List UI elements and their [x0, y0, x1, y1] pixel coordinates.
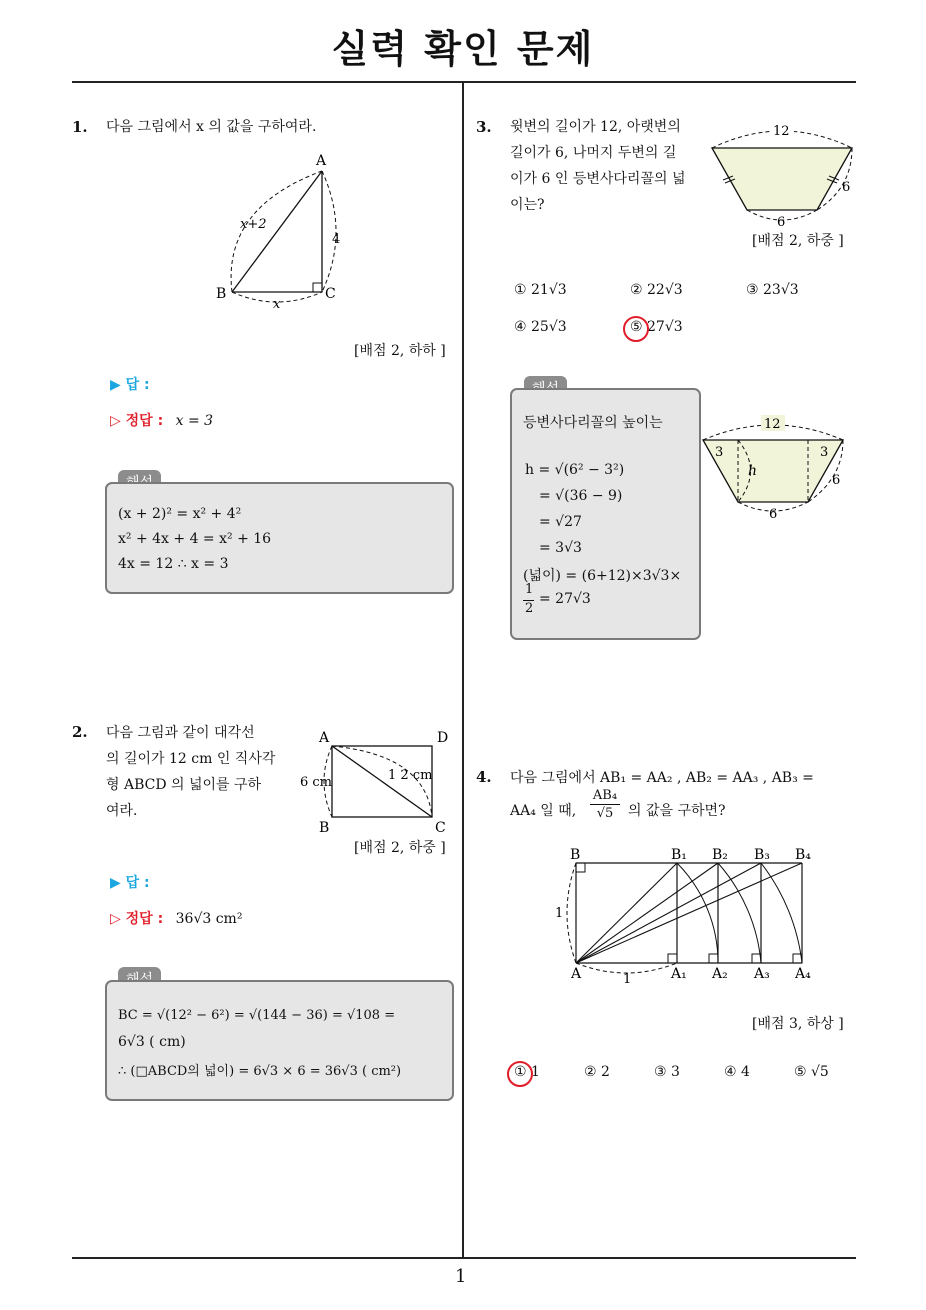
- q3-sol-label-h: h: [748, 463, 758, 479]
- q3-sol-intro: 등변사다리꼴의 높이는: [523, 415, 663, 431]
- q3-choice-3[interactable]: ③ 23√3: [746, 282, 799, 298]
- q1-score: [배점 2, 하하 ]: [354, 343, 446, 359]
- q3-text-line-2: 길이가 6, 나머지 두변의 길: [510, 145, 677, 161]
- q4-text-line-1: 다음 그림에서 AB₁ = AA₂ , AB₂ = AA₃ , AB₃ =: [510, 770, 814, 786]
- q3-score: [배점 2, 하중 ]: [752, 233, 844, 249]
- q2-figure: [296, 725, 456, 837]
- q3-sol-label-bottom: 6: [769, 507, 778, 522]
- q3-text-line-3: 이가 6 인 등변사다리꼴의 넓: [510, 171, 686, 187]
- q3-sol-label-left: 3: [715, 445, 724, 460]
- q1-correct-row: [110, 410, 213, 430]
- q2-text-line-4: 여라.: [106, 803, 138, 819]
- q1-correct-value: x = 3: [175, 413, 214, 429]
- q4-label-b2: B₂: [712, 847, 728, 863]
- q2-number: 2.: [72, 723, 88, 741]
- q1-sol-line-2: x² + 4x + 4 = x² + 16: [118, 531, 272, 547]
- q3-sol-line-4: = 3√3: [539, 540, 582, 556]
- q3-sol-frac-num: 1: [525, 582, 534, 597]
- q2-text-line-1: 다음 그림과 같이 대각선: [106, 725, 255, 741]
- q3-sol-line-5: (넓이) = (6+12)×3√3×: [523, 568, 682, 584]
- q1-label-b: B: [216, 286, 227, 302]
- q4-text-line-2a: AA₄ 일 때,: [510, 803, 577, 819]
- q1-sol-line-3: 4x = 12 ∴ x = 3: [118, 556, 229, 572]
- q4-number: 4.: [476, 768, 492, 786]
- q3-choice-5[interactable]: ⑤ 27√3: [630, 319, 683, 335]
- footer-rule: [72, 1257, 856, 1259]
- q1-label-hyp: x+2: [240, 217, 267, 232]
- q1-correct-label: ▷ 정답 :: [110, 413, 164, 429]
- page-title: 실력 확인 문제: [331, 27, 595, 71]
- q1-figure: [210, 148, 360, 318]
- q4-label-b1: B₁: [671, 847, 687, 863]
- q2-solution-box: [105, 980, 454, 1101]
- q4-score: [배점 3, 하상 ]: [752, 1016, 844, 1032]
- q1-answer-label: ▶ 답 :: [110, 377, 150, 393]
- q4-label-one-left: 1: [555, 906, 564, 921]
- q4-label-a1: A₁: [671, 966, 687, 982]
- q2-sol-line-3: ∴ (□ABCD의 넓이) = 6√3 × 6 = 36√3 ( cm²): [118, 1064, 402, 1079]
- q3-label-top: 12: [773, 124, 790, 139]
- q1-text: 다음 그림에서 x 의 값을 구하여라.: [106, 119, 317, 135]
- q2-label-side: 6 cm: [300, 775, 333, 790]
- q3-number: 3.: [476, 118, 492, 136]
- q1-label-c: C: [325, 286, 336, 302]
- page-number: 1: [455, 1266, 467, 1287]
- q1-label-side: 4: [332, 232, 341, 247]
- q3-figure: [700, 118, 865, 230]
- q2-correct-value: 36√3 cm²: [175, 911, 243, 927]
- q1-solution-box: [105, 482, 454, 594]
- q3-sol-label-side: 6: [832, 473, 841, 488]
- q4-figure: [550, 845, 815, 985]
- q4-fraction-den: √5: [596, 806, 614, 821]
- q3-sol-line-3: = √27: [539, 514, 582, 530]
- q3-sol-label-right: 3: [820, 445, 829, 460]
- q4-choice-4[interactable]: ④ 4: [724, 1064, 750, 1080]
- q3-label-side: 6: [842, 180, 851, 195]
- q2-correct-label: ▷ 정답 :: [110, 911, 164, 927]
- q3-choice-2[interactable]: ② 22√3: [630, 282, 683, 298]
- q1-label-base: x: [273, 297, 281, 312]
- q2-label-b: B: [319, 820, 330, 836]
- q3-sol-label-top: 12: [764, 417, 781, 432]
- header-rule: [72, 81, 856, 83]
- q2-text-line-3: 형 ABCD 의 넓이를 구하: [106, 777, 262, 793]
- q3-choice-1[interactable]: ① 21√3: [514, 282, 567, 298]
- q3-selected-mark: [623, 316, 649, 342]
- q4-label-b: B: [570, 847, 581, 863]
- q3-sol-line-6: = 27√3: [539, 591, 591, 607]
- q4-choice-5[interactable]: ⑤ √5: [794, 1064, 829, 1080]
- q4-label-a4: A₄: [795, 966, 811, 982]
- q3-sol-frac-den: 2: [525, 601, 534, 616]
- q3-text-line-1: 윗변의 길이가 12, 아랫변의: [510, 119, 681, 135]
- q4-label-b3: B₃: [754, 847, 770, 863]
- q4-fraction-bar: [590, 804, 620, 805]
- q4-label-one-bottom: 1: [623, 972, 632, 985]
- q2-sol-line-2: 6√3 ( cm): [118, 1034, 186, 1050]
- q4-choice-3[interactable]: ③ 3: [654, 1064, 680, 1080]
- q3-label-bottom: 6: [777, 215, 786, 230]
- q2-answer-label: ▶ 답 :: [110, 875, 150, 891]
- q4-choice-2[interactable]: ② 2: [584, 1064, 610, 1080]
- q4-fraction-num: AB₄: [592, 788, 618, 803]
- q2-sol-line-1: BC = √(12² − 6²) = √(144 − 36) = √108 =: [118, 1008, 396, 1023]
- q1-sol-line-1: (x + 2)² = x² + 4²: [118, 506, 242, 522]
- q3-solution-figure: [698, 412, 858, 524]
- q3-solution-box: [510, 388, 701, 640]
- q2-score: [배점 2, 하중 ]: [354, 840, 446, 856]
- q2-label-d: D: [437, 730, 449, 746]
- q4-label-a: A: [571, 966, 582, 982]
- q4-choice-1[interactable]: ① 1: [514, 1064, 540, 1080]
- q3-sol-line-2: = √(36 − 9): [539, 488, 623, 504]
- q4-fraction: [590, 788, 620, 821]
- q4-label-a2: A₂: [712, 966, 728, 982]
- q3-text-line-4: 이는?: [510, 197, 545, 213]
- q4-selected-mark: [507, 1061, 533, 1087]
- q3-choice-4[interactable]: ④ 25√3: [514, 319, 567, 335]
- q2-text-line-2: 의 길이가 12 cm 인 직사각: [106, 751, 276, 767]
- q2-label-a: A: [319, 730, 330, 746]
- q1-label-a: A: [316, 153, 327, 169]
- q4-text-line-2b: 의 값을 구하면?: [628, 803, 726, 819]
- q2-correct-row: [110, 908, 242, 928]
- q2-label-c: C: [435, 820, 446, 836]
- q4-label-b4: B₄: [795, 847, 811, 863]
- q2-label-diag: 1 2 cm: [388, 768, 433, 783]
- q4-label-a3: A₃: [754, 966, 770, 982]
- q1-number: 1.: [72, 118, 88, 136]
- column-divider: [462, 83, 464, 1258]
- q3-sol-line-1: h = √(6² − 3²): [525, 462, 625, 478]
